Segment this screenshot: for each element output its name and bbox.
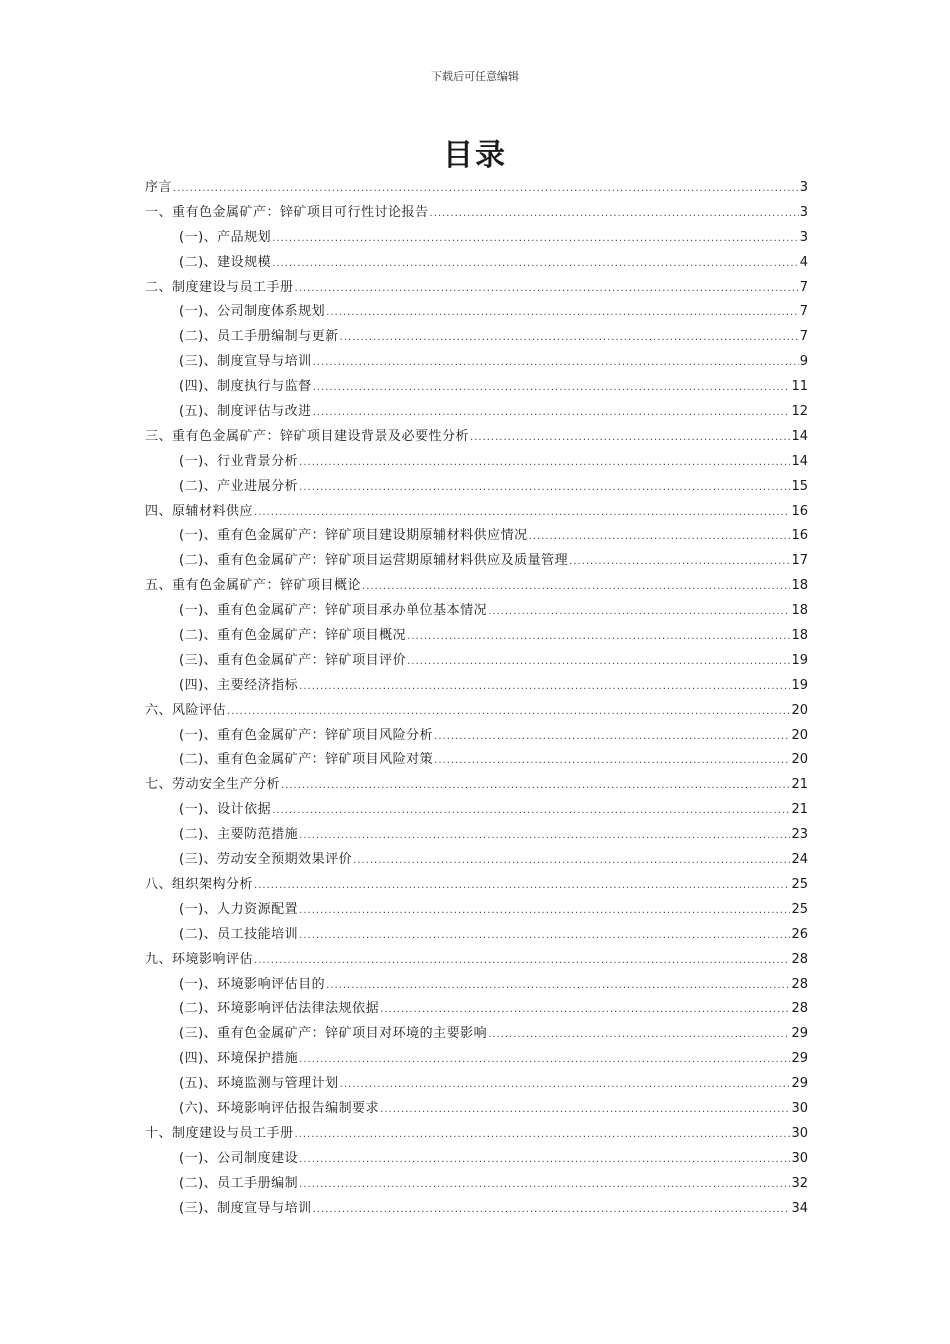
toc-entry-label: (五)、环境监测与管理计划 [179,1076,339,1092]
toc-entry-label: (三)、重有色金属矿产：锌矿项目对环境的主要影响 [179,1026,488,1042]
toc-entry[interactable] [145,325,808,350]
toc-entry-label: (二)、产业进展分析 [179,478,299,494]
toc-entry-label: (一)、环境影响评估目的 [179,976,326,992]
toc-entry-label: (一)、产品规划 [179,229,272,245]
toc-entry[interactable] [145,748,808,773]
toc-entry-label: (三)、劳动安全预期效果评价 [179,852,353,868]
toc-entry-label: (一)、设计依据 [179,802,272,818]
toc-entry-page: 32 [791,1175,808,1191]
toc-entry-page: 11 [791,379,808,395]
dot-leader [299,930,790,941]
toc-entry-page: 23 [791,827,808,843]
toc-entry[interactable] [145,798,808,823]
toc-entry-label: (二)、主要防范措施 [179,827,299,843]
toc-entry-page: 21 [791,802,808,818]
toc-entry-label: 一、重有色金属矿产：锌矿项目可行性讨论报告 [145,204,429,220]
toc-entry-label: (二)、建设规模 [179,254,272,270]
toc-entry[interactable] [145,997,808,1022]
toc-entry[interactable] [145,251,808,276]
toc-entry-label: 九、环境影响评估 [145,951,254,967]
dot-leader [295,1129,791,1140]
dot-leader [299,830,790,841]
dot-leader [326,980,790,991]
toc-entry-page: 20 [791,752,808,768]
toc-entry-label: 八、组织架构分析 [145,876,254,892]
toc-entry[interactable] [145,1122,808,1147]
toc-entry-page: 14 [791,453,808,469]
toc-entry[interactable] [145,624,808,649]
dot-leader [434,731,790,742]
dot-leader [281,780,790,791]
toc-entry[interactable] [145,1172,808,1197]
toc-entry-page: 15 [791,478,808,494]
toc-entry[interactable] [145,300,808,325]
toc-entry-page: 29 [791,1076,808,1092]
toc-entry-page: 19 [791,677,808,693]
toc-entry[interactable] [145,973,808,998]
toc-entry-page: 7 [799,304,808,320]
toc-entry-page: 28 [791,1001,808,1017]
toc-entry-page: 3 [799,229,808,245]
toc-entry[interactable] [145,1197,808,1222]
toc-entry[interactable] [145,1072,808,1097]
toc-entry[interactable] [145,574,808,599]
toc-entry[interactable] [145,674,808,699]
toc-entry[interactable] [145,425,808,450]
toc-entry-label: (五)、制度评估与改进 [179,404,312,420]
dot-leader [272,805,790,816]
toc-entry[interactable] [145,1097,808,1122]
toc-entry-page: 18 [791,578,808,594]
toc-entry-label: (二)、重有色金属矿产：锌矿项目概况 [179,628,407,644]
toc-entry-page: 14 [791,428,808,444]
toc-entry-page: 19 [791,652,808,668]
toc-entry-label: (四)、主要经济指标 [179,677,299,693]
toc-entry-label: 序言 [145,180,173,195]
toc-entry[interactable] [145,898,808,923]
dot-leader [299,905,790,916]
toc-entry-page: 24 [791,852,808,868]
toc-entry-label: (六)、环境影响评估报告编制要求 [179,1100,380,1116]
dot-leader [254,880,790,891]
dot-leader [227,706,790,717]
toc-entry-label: 四、原辅材料供应 [145,503,254,519]
toc-entry-page: 30 [791,1150,808,1166]
toc-entry-label: (三)、重有色金属矿产：锌矿项目评价 [179,652,407,668]
toc-entry-label: (一)、公司制度体系规划 [179,304,326,320]
toc-entry[interactable] [145,500,808,525]
toc-entry-label: (一)、人力资源配置 [179,901,299,917]
toc-entry-label: (三)、制度宣导与培训 [179,354,312,370]
dot-leader [326,307,799,318]
toc-entry[interactable] [145,1022,808,1047]
toc-entry[interactable] [145,201,808,226]
toc-entry-label: (二)、员工技能培训 [179,926,299,942]
toc-entry-label: (四)、环境保护措施 [179,1051,299,1067]
toc-entry-label: 七、劳动安全生产分析 [145,777,281,793]
dot-leader [254,955,790,966]
toc-entry[interactable] [145,475,808,500]
toc-entry[interactable] [145,375,808,400]
toc-entry[interactable] [145,350,808,375]
dot-leader [340,1079,791,1090]
header-note: 下载后可任意编辑 [431,70,519,83]
toc-entry-page: 18 [791,603,808,619]
toc-entry-page: 28 [791,976,808,992]
toc-entry[interactable] [145,549,808,574]
toc-entry-page: 7 [799,279,808,295]
toc-entry-page: 34 [791,1200,808,1216]
toc-entry[interactable] [145,1047,808,1072]
toc-entry[interactable] [145,276,808,301]
toc-entry-label: (四)、制度执行与监督 [179,379,312,395]
dot-leader [313,407,791,418]
toc-entry-label: 六、风险评估 [145,702,227,718]
toc-entry[interactable] [145,524,808,549]
toc-entry[interactable] [145,450,808,475]
dot-leader [407,631,790,642]
toc-entry[interactable] [145,823,808,848]
dot-leader [488,1029,790,1040]
toc-entry-page: 3 [799,180,808,195]
toc-entry-label: 二、制度建设与员工手册 [145,279,294,295]
toc-entry-label: 三、重有色金属矿产：锌矿项目建设背景及必要性分析 [145,428,470,444]
toc-entry[interactable] [145,773,808,798]
toc-entry[interactable] [145,848,808,873]
toc-entry[interactable] [145,948,808,973]
dot-leader [362,581,790,592]
toc-entry-label: (二)、环境影响评估法律法规依据 [179,1001,380,1017]
toc-entry-label: (三)、制度宣导与培训 [179,1200,312,1216]
dot-leader [173,183,799,194]
dot-leader [380,1104,790,1115]
dot-leader [295,283,799,294]
toc-entry-page: 16 [791,503,808,519]
toc-entry-page: 7 [799,329,808,345]
toc-title: 目录 [443,138,507,173]
toc-entry-page: 29 [791,1051,808,1067]
dot-leader [299,1054,790,1065]
toc-entry-label: (一)、重有色金属矿产：锌矿项目风险分析 [179,727,434,743]
toc-entry[interactable] [145,176,808,201]
table-of-contents [145,176,808,1221]
toc-entry-page: 20 [791,702,808,718]
toc-entry-label: 五、重有色金属矿产：锌矿项目概论 [145,578,362,594]
toc-entry-label: (一)、行业背景分析 [179,453,299,469]
toc-entry-label: (二)、员工手册编制 [179,1175,299,1191]
dot-leader [470,432,790,443]
toc-entry-page: 21 [791,777,808,793]
dot-leader [299,482,790,493]
toc-entry-page: 18 [791,628,808,644]
toc-entry-label: (二)、重有色金属矿产：锌矿项目风险对策 [179,752,434,768]
toc-entry-page: 29 [791,1026,808,1042]
dot-leader [254,507,790,518]
dot-leader [407,656,790,667]
toc-entry[interactable] [145,923,808,948]
dot-leader [340,332,799,343]
toc-entry-label: (一)、公司制度建设 [179,1150,299,1166]
dot-leader [529,531,791,542]
toc-entry[interactable] [145,699,808,724]
dot-leader [430,208,799,219]
toc-entry-label: (二)、重有色金属矿产：锌矿项目运营期原辅材料供应及质量管理 [179,553,569,569]
toc-entry[interactable] [145,400,808,425]
toc-entry-page: 28 [791,951,808,967]
dot-leader [380,1004,790,1015]
dot-leader [569,556,790,567]
toc-entry-label: 十、制度建设与员工手册 [145,1125,294,1141]
dot-leader [434,755,790,766]
toc-entry-page: 17 [791,553,808,569]
toc-entry-page: 12 [791,404,808,420]
toc-entry-page: 25 [791,876,808,892]
toc-entry[interactable] [145,649,808,674]
toc-entry[interactable] [145,226,808,251]
dot-leader [353,855,790,866]
dot-leader [272,258,799,269]
toc-entry-label: (二)、员工手册编制与更新 [179,329,339,345]
dot-leader [299,457,790,468]
toc-entry-page: 20 [791,727,808,743]
dot-leader [299,681,790,692]
dot-leader [299,1154,790,1165]
toc-entry-page: 26 [791,926,808,942]
dot-leader [272,233,799,244]
toc-entry-page: 30 [791,1125,808,1141]
toc-entry-page: 30 [791,1100,808,1116]
toc-entry[interactable] [145,599,808,624]
toc-entry[interactable] [145,1147,808,1172]
toc-entry-page: 16 [791,528,808,544]
toc-entry-label: (一)、重有色金属矿产：锌矿项目建设期原辅材料供应情况 [179,528,528,544]
dot-leader [313,382,791,393]
toc-entry-page: 9 [799,354,808,370]
dot-leader [313,357,799,368]
toc-entry-page: 4 [799,254,808,270]
dot-leader [313,1204,791,1215]
toc-entry-label: (一)、重有色金属矿产：锌矿项目承办单位基本情况 [179,603,488,619]
dot-leader [299,1179,790,1190]
toc-entry-page: 3 [799,204,808,220]
toc-entry[interactable] [145,873,808,898]
toc-entry-page: 25 [791,901,808,917]
toc-entry[interactable] [145,724,808,749]
dot-leader [488,606,790,617]
